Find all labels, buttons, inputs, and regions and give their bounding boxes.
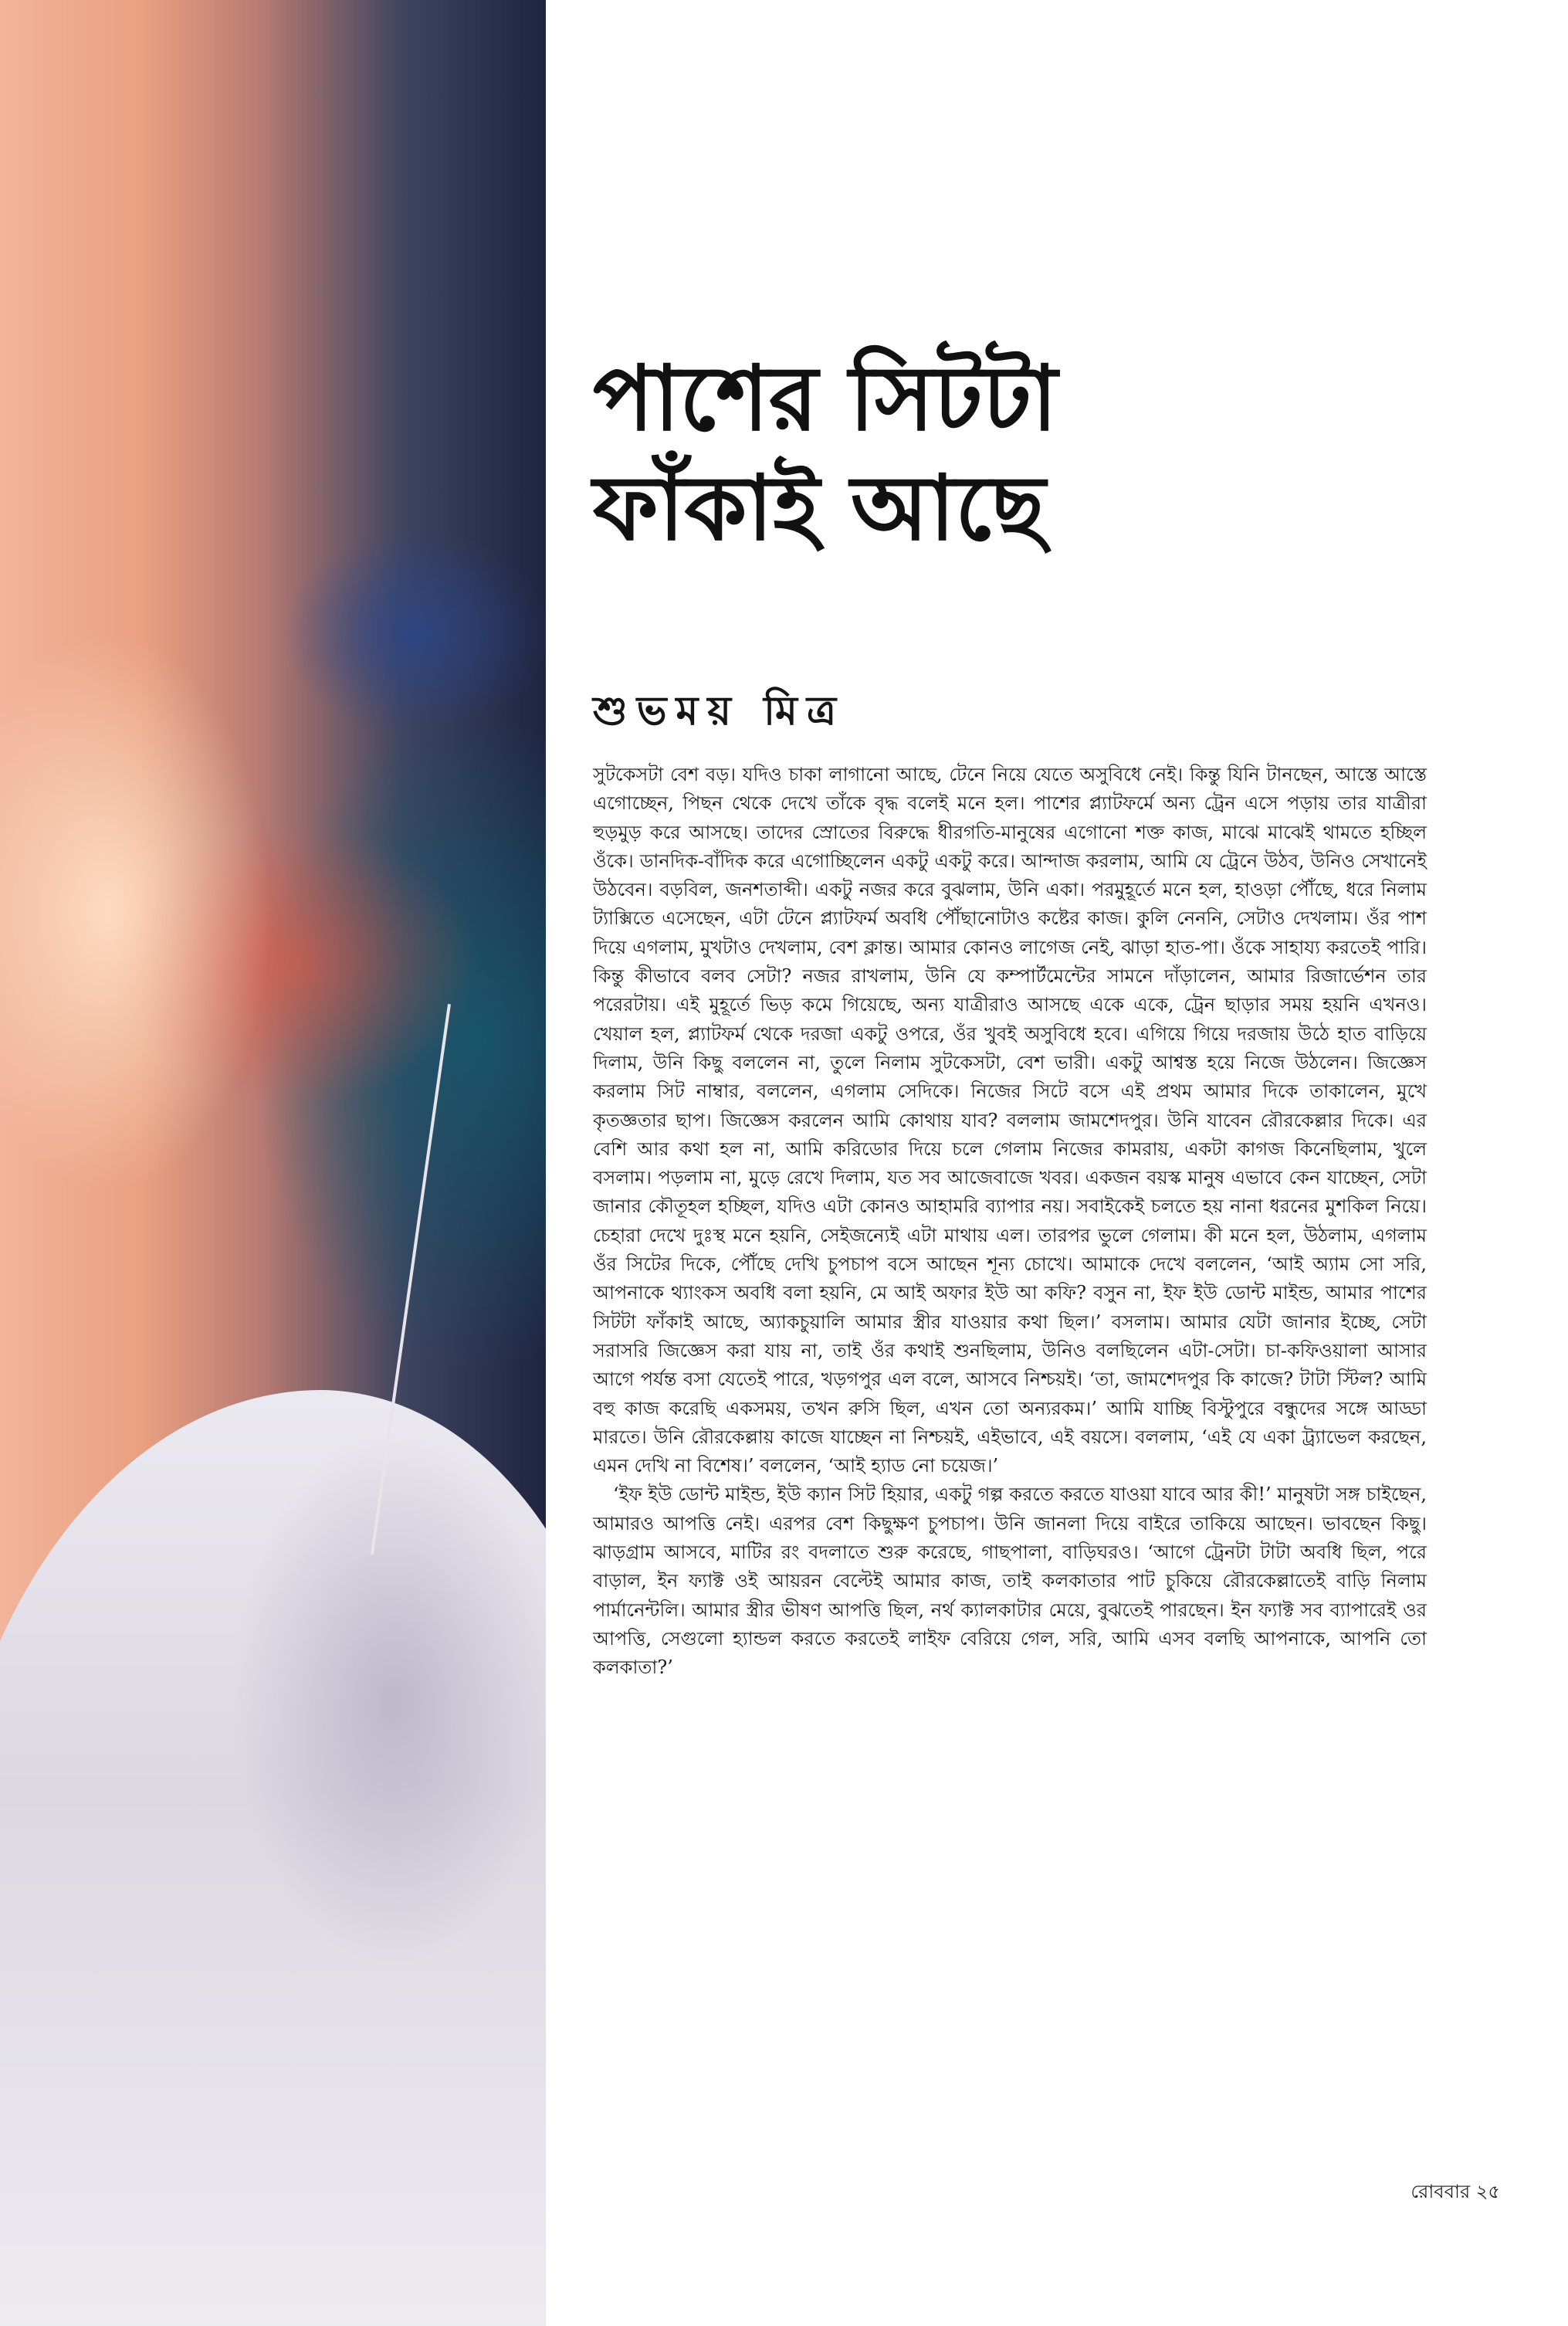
- author-byline: শুভময় মিত্র: [593, 687, 846, 734]
- article-title: [593, 344, 1519, 563]
- article-paragraph-1: সুটকেসটা বেশ বড়। যদিও চাকা লাগানো আছে, টেনে নিয়ে যেতে অসুবিধে নেই। কিন্তু যিনি টানছেন, আস্তে আস্তে এগোচ্ছেন, পিছন থেকে দেখে তাঁকে বৃদ্ধ বলেই মনে হল। পাশের প্ল্যাটফর্মে অন্য ট্রেন এসে পড়ায় তার যাত্রীরা হুড়মুড় করে আসছে। তাদের স্রোতের বিরুদ্ধে ধীরগতি-মানুষের এগোনো শক্ত কাজ, মাঝে মাঝেই থামতে হচ্ছিল ওঁকে। ডানদিক-বাঁদিক করে এগোচ্ছিলেন একটু একটু করে। আন্দাজ করলাম, আমি যে ট্রেনে উঠব, উনিও সেখানেই উঠবেন। বড়বিল, জনশতাব্দী। একটু নজর করে বুঝলাম, উনি একা। পরমুহূর্তে মনে হল, হাওড়া পৌঁছে, ধরে নিলাম ট্যাক্সিতে এসেছেন, এটা টেনে প্ল্যাটফর্ম অবধি পৌঁছানোটাও কষ্টের কাজ। কুলি নেননি, সেটাও দেখলাম। ওঁর পাশ দিয়ে এগলাম, মুখটাও দেখলাম, বেশ ক্লান্ত। আমার কোনও লাগেজ নেই, ঝাড়া হাত-পা। ওঁকে সাহায্য করতেই পারি। কিন্তু কীভাবে বলব সেটা? নজর রাখলাম, উনি যে কম্পার্টমেন্টের সামনে দাঁড়ালেন, আমার রিজার্ভেশন তার পরেরটায়। এই মুহূর্তে ভিড় কমে গিয়েছে, অন্য যাত্রীরাও আসছে একে একে, ট্রেন ছাড়ার সময় হয়নি এখনও। খেয়াল হল, প্ল্যাটফর্ম থেকে দরজা একটু ওপরে, ওঁর খুবই অসুবিধে হবে। এগিয়ে গিয়ে দরজায় উঠে হাত বাড়িয়ে দিলাম, উনি কিছু বললেন না, তুলে নিলাম সুটকেসটা, বেশ ভারী। একটু আশ্বস্ত হয়ে নিজে উঠলেন। জিজ্ঞেস করলাম সিট নাম্বার, বললেন, এগলাম সেদিকে। নিজের সিটে বসে এই প্রথম আমার দিকে তাকালেন, মুখে কৃতজ্ঞতার ছাপ। জিজ্ঞেস করলেন আমি কোথায় যাব? বললাম জামশেদপুর। উনি যাবেন রৌরকেল্লার দিকে। এর বেশি আর কথা হল না, আমি করিডোর দিয়ে চলে গেলাম নিজের কামরায়, একটা কাগজ কিনেছিলাম, খুলে বসলাম। পড়লাম না, মুড়ে রেখে দিলাম, যত সব আজেবাজে খবর। একজন বয়স্ক মানুষ এভাবে কেন যাচ্ছেন, সেটা জানার কৌতূহল হচ্ছিল, যদিও এটা কোনও আহামরি ব্যাপার নয়। সবাইকেই চলতে হয় নানা ধরনের মুশকিল নিয়ে। চেহারা দেখে দুঃস্থ মনে হয়নি, সেইজন্যেই এটা মাথায় এল। তারপর ভুলে গেলাম। কী মনে হল, উঠলাম, এগলাম ওঁর সিটের দিকে, পৌঁছে দেখি চুপচাপ বসে আছেন শূন্য চোখে। আমাকে দেখে বললেন, ‘আই অ্যাম সো সরি, আপনাকে থ্যাংকস অবধি বলা হয়নি, মে আই অফার ইউ আ কফি? বসুন না, ইফ ইউ ডোন্ট মাইন্ড, আমার পাশের সিটটা ফাঁকাই আছে, অ্যাকচুয়ালি আমার স্ত্রীর যাওয়ার কথা ছিল।’ বসলাম। আমার যেটা জানার ইচ্ছে, সেটা সরাসরি জিজ্ঞেস করা যায় না, তাই ওঁর কথাই শুনছিলাম, উনিও বলছিলেন এটা-সেটা। চা-কফিওয়ালা আসার আগে পর্যন্ত বসা যেতেই পারে, খড়গপুর এল বলে, আসবে নিশ্চয়ই। ‘তা, জামশেদপুর কি কাজে? টাটা স্টিল? আমি বহু কাজ করেছি একসময়, তখন রুসি ছিল, এখন তো অন্যরকম।’ আমি যাচ্ছি বিস্টুপুরে বন্ধুদের সঙ্গে আড্ডা মারতে। উনি রৌরকেল্লায় কাজে যাচ্ছেন না নিশ্চয়ই, এইভাবে, এই বয়সে। বললাম, ‘এই যে একা ট্র্যাভেল করছেন, এমন দেখি না বিশেষ।’ বললেন, ‘আই হ্যাড নো চয়েজ।’: [593, 764, 1427, 1477]
- article-title-line-2: ফাঁকাই আছে: [593, 456, 1046, 561]
- article-title-line-1: পাশের সিটটা: [593, 346, 1058, 451]
- photo-shirt-shadow: [232, 1429, 546, 1969]
- cover-photo: [0, 0, 546, 2326]
- page-folio: রোববার ২৫: [1411, 2181, 1500, 2202]
- article-paragraph-2: ‘ইফ ইউ ডোন্ট মাইন্ড, ইউ ক্যান সিট হিয়ার, একটু গল্প করতে করতে যাওয়া যাবে আর কী!’ মানুষটা সঙ্গ চাইছেন, আমারও আপত্তি নেই। এরপর বেশ কিছুক্ষণ চুপচাপ। উনি জানলা দিয়ে বাইরে তাকিয়ে আছেন। ভাবছেন কিছু। ঝাড়গ্রাম আসবে, মাটির রং বদলাতে শুরু করেছে, গাছপালা, বাড়িঘরও। ‘আগে ট্রেনটা টাটা অবধি ছিল, পরে বাড়াল, ইন ফ্যাক্ট ওই আয়রন বেল্টেই আমার কাজ, তাই কলকাতার পাট চুকিয়ে রৌরকেল্লাতেই বাড়ি নিলাম পার্মানেন্টলি। আমার স্ত্রীর ভীষণ আপত্তি ছিল, নর্থ ক্যালকাটার মেয়ে, বুঝতেই পারছেন। ইন ফ্যাক্ট সব ব্যাপারেই ওর আপত্তি, সেগুলো হ্যান্ডল করতে করতেই লাইফ বেরিয়ে গেল, সরি, আমি এসব বলছি আপনাকে, আপনি তো কলকাতা?’: [593, 1483, 1427, 1679]
- article-body: [593, 761, 1427, 1683]
